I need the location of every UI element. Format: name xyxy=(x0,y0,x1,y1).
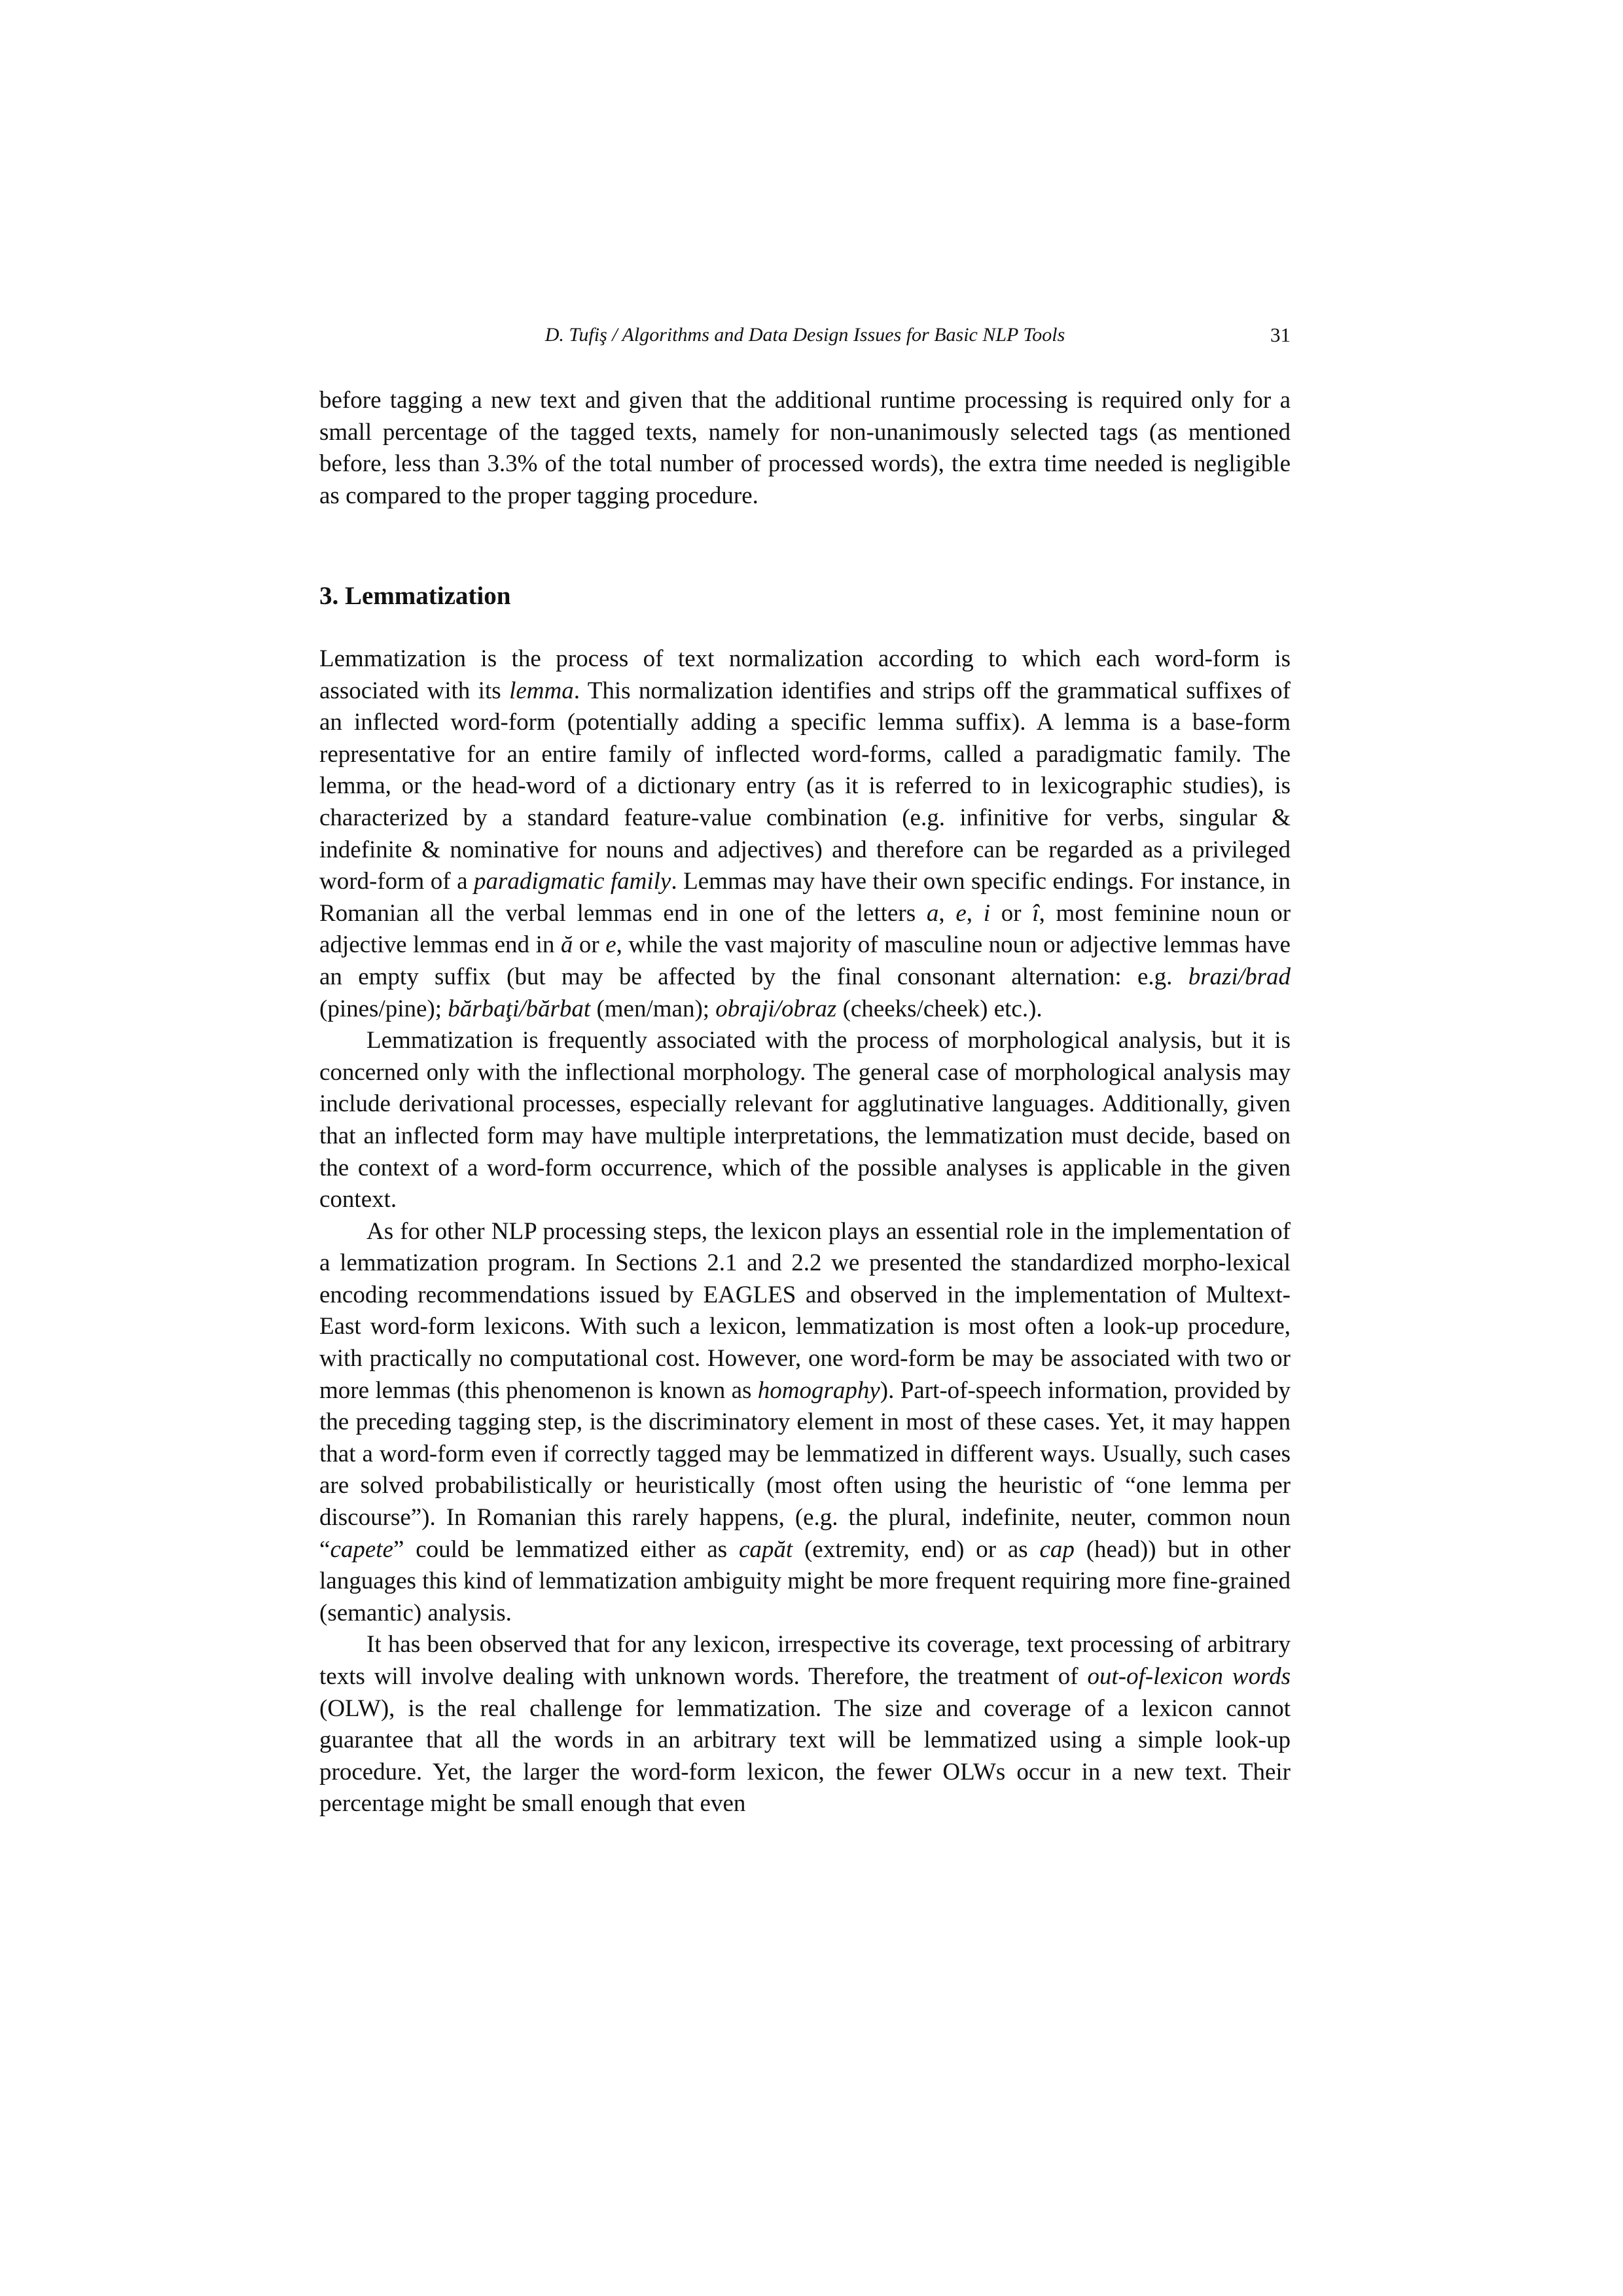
intro-paragraph: before tagging a new text and given that the additional runtime processing is required only for a small percentage of the tagged texts, namely for non-unanimously selected tags (as mentioned before, less than 3.3% of the total number of processed words), the extra time needed is negligible as compared to the proper tagging procedure. xyxy=(319,387,1291,509)
paragraph-2: Lemmatization is frequently associated with the process of morphological analysis, but it is concerned only with the inflectional morphology. The general case of morphological analysis may include derivational processes, especially relevant for agglutinative languages. Additionally, given that an inflected form may have multiple interpretations, the lemmatization must decide, based on the context of a word-form occurrence, which of the possible analyses is applicable in the given context. xyxy=(319,1027,1291,1213)
p1-text-2: . This normalization identifies and strips off the grammatical suffixes of an inflected word-form (potentially adding a specific lemma suffix). A lemma is a base-form representative for an entire family of inflected word-forms, called a paradigmatic family. The lemma, or the head-word of a dictionary entry (as it is referred to in lexicographic studies), is characterized by a standard feature-value combination (e.g. infinitive for verbs, singular & indefinite & nominative for nouns and adjectives) and therefore can be regarded as a privileged word-form of a xyxy=(319,677,1291,895)
p1-letter-i-circumflex: î xyxy=(1032,899,1039,927)
paragraph-4 xyxy=(319,1629,1291,1820)
p1-text-5: , xyxy=(966,899,984,927)
p4-text-2: (OLW), is the real challenge for lemmatization. The size and coverage of a lexicon cannot guarantee that all the words in an arbitrary text will be lemmatized using a simple look-up procedure. Yet, the larger the word-form lexicon, the fewer OLWs occur in a new text. Their percentage might be small enough that even xyxy=(319,1695,1291,1818)
p1-text-1: Lemmatization is the process of text normalization according to which each word-form is associated with its xyxy=(319,645,1291,704)
p3-text-2: ). Part-of-speech information, provided by the preceding tagging step, is the discriminatory element in most of these cases. Yet, it may happen that a word-form even if correctly tagged may be lemmatized in different ways. Usually, such cases are solved probabilistically or heuristically (most often using the heuristic of “one lemma per discourse”). In Romanian this rarely happens, (e.g. the plural, indefinite, neuter, common noun “ xyxy=(319,1376,1291,1563)
p1-text-10: (pines/pine); xyxy=(319,995,448,1022)
p1-text-4: , xyxy=(938,899,956,927)
p3-text-5: (head)) but in other languages this kind of lemmatization ambiguity might be more frequent requiring more fine-grained (semantic) analysis. xyxy=(319,1535,1291,1626)
p4-term-olw: out-of-lexicon words xyxy=(1087,1663,1291,1690)
running-header xyxy=(319,321,1291,350)
p1-text-6: or xyxy=(990,899,1033,927)
p3-text-4: (extremity, end) or as xyxy=(793,1535,1040,1563)
p3-text-1: As for other NLP processing steps, the lexicon plays an essential role in the implementation of a lemmatization program. In Sections 2.1 and 2.2 we presented the standardized morpho-lexical encoding recommendations issued by EAGLES and observed in the implementation of Multext-East word-form lexicons. With such a lexicon, lemmatization is most often a look-up procedure, with practically no computational cost. However, one word-form be may be associated with two or more lemmas (this phenomenon is known as xyxy=(319,1217,1291,1404)
p1-text-8: or xyxy=(573,931,606,959)
p1-letter-e: e xyxy=(955,899,967,927)
p1-text-7: , most feminine noun or adjective lemmas end in xyxy=(319,899,1291,959)
p3-example-cap: cap xyxy=(1039,1535,1075,1563)
section-body xyxy=(319,643,1291,1820)
p4-text-1: It has been observed that for any lexicon, irrespective its coverage, text processing of arbitrary texts will involve dealing with unknown words. Therefore, the treatment of xyxy=(319,1631,1291,1690)
p1-term-paradigmatic-family: paradigmatic family xyxy=(474,868,671,895)
p1-text-11: (men/man); xyxy=(590,995,716,1022)
p1-letter-e-2: e xyxy=(605,931,616,959)
p1-letter-a: a xyxy=(926,899,939,927)
paragraph-1 xyxy=(319,643,1291,1025)
p1-example-barbati: bărbaţi/bărbat xyxy=(448,995,591,1022)
p1-letter-a-breve: ă xyxy=(560,931,573,959)
p1-text-9: , while the vast majority of masculine noun or adjective lemmas have an empty suffix (but may be affected by the final consonant alternation: e.g. xyxy=(319,931,1291,990)
p3-text-3: ” could be lemmatized either as xyxy=(393,1535,739,1563)
p1-example-obraji: obraji/obraz xyxy=(715,995,837,1022)
intro-text-block xyxy=(319,385,1291,512)
p1-example-brazi: brazi/brad xyxy=(1188,963,1291,990)
page-number: 31 xyxy=(1270,323,1291,346)
running-title: D. Tufiş / Algorithms and Data Design Issues for Basic NLP Tools xyxy=(544,324,1065,346)
p3-example-capete: capete xyxy=(330,1535,393,1563)
p1-letter-i: i xyxy=(983,899,991,927)
paragraph-3 xyxy=(319,1216,1291,1630)
p1-text-3: . Lemmas may have their own specific endings. For instance, in Romanian all the verbal lemmas end in one of the letters xyxy=(319,868,1291,927)
section-heading: 3. Lemmatization xyxy=(319,582,511,610)
p3-example-capat: capăt xyxy=(738,1535,793,1563)
p1-text-12: (cheeks/cheek) etc.). xyxy=(836,995,1043,1022)
p1-term-lemma: lemma xyxy=(509,677,574,704)
p3-term-homography: homography xyxy=(757,1376,880,1404)
